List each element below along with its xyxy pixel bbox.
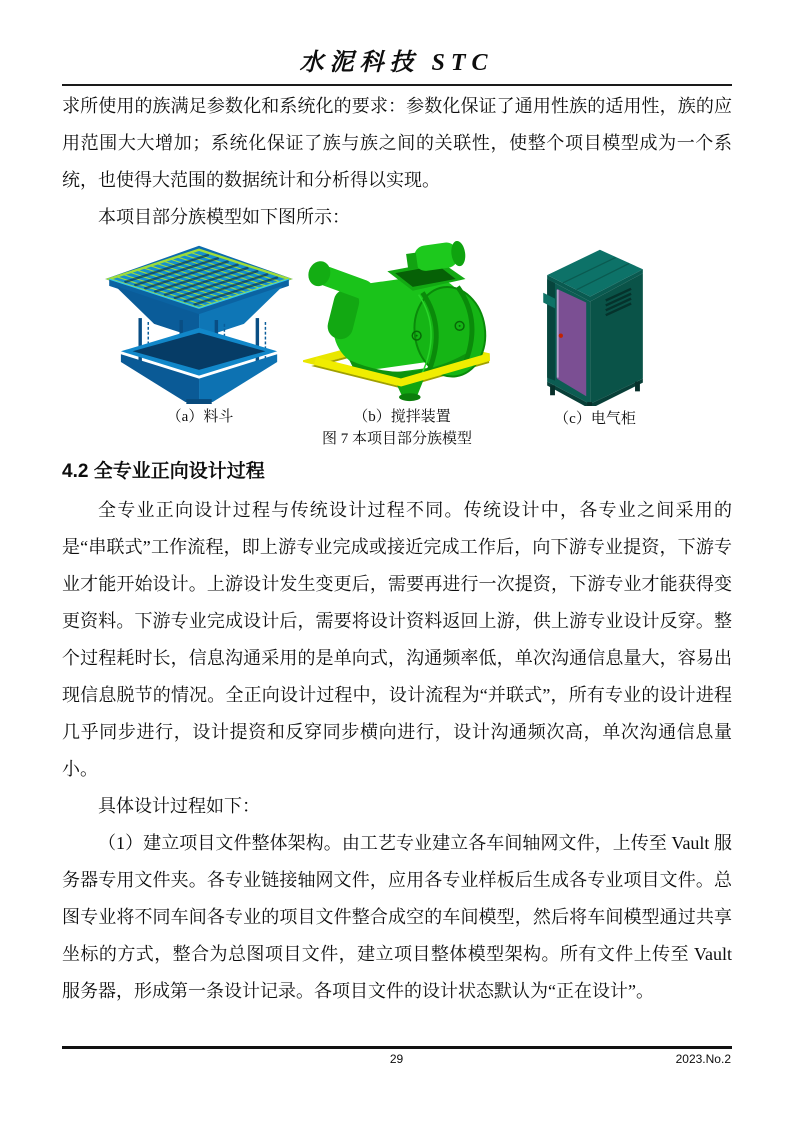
- figure-hopper: [88, 238, 312, 427]
- figure-mixer: [302, 238, 502, 427]
- section-paragraph-3: （1）建立项目文件整体架构。由工艺专业建立各车间轴网文件，上传至 Vault 服务器专用文件夹。各专业链接轴网文件，应用各专业样板后生成各专业项目文件。总图专业将不同车间各专业的项目文件整合成空的车间模型，然后将车间模型通过共享坐标的方式，整合为总图项目文件，建立项目整体模型架构。所有文件上传至 Vault 服务器，形成第一条设计记录。各项目文件的设计状态默认为“正在设计”。: [62, 833, 732, 1001]
- page-content: [62, 88, 732, 1010]
- page-number: 29: [389, 1052, 404, 1066]
- figure-main-caption: 图 7 本项目部分族模型: [321, 431, 472, 447]
- figure-cabinet: [530, 240, 660, 429]
- issue-number: 2023.No.2: [675, 1052, 731, 1066]
- caption-hopper: （a）料斗: [166, 409, 234, 425]
- figure-leadin-paragraph: 本项目部分族模型如下图所示：: [98, 207, 350, 227]
- intro-paragraph: 求所使用的族满足参数化和系统化的要求：参数化保证了通用性族的适用性，族的应用范围大大增加；系统化保证了族与族之间的关联性，使整个项目模型成为一个系统，也使得大范围的数据统计和分析得以实现。: [62, 96, 732, 190]
- section-paragraph-1: 全专业正向设计过程与传统设计过程不同。传统设计中，各专业之间采用的是“串联式”工作流程，即上游专业完成或接近完成工作后，向下游专业提资，下游专业才能开始设计。上游设计发生变更后，需要再进行一次提资，下游专业才能获得变更资料。下游专业完成设计后，需要将设计资料返回上游，供上游专业设计反穿。整个过程耗时长，信息沟通采用的是单向式，沟通频率低，单次沟通信息量大，容易出现信息脱节的情况。全正向设计过程中，设计流程为“并联式”，所有专业的设计进程几乎同步进行，设计提资和反穿同步横向进行，设计沟通频次高，单次沟通信息量小。: [62, 500, 732, 779]
- section-heading: 4.2 全专业正向设计过程: [62, 461, 265, 482]
- caption-mixer: （b）搅拌装置: [353, 409, 451, 425]
- header-rule: [62, 84, 732, 86]
- section-paragraph-2: 具体设计过程如下：: [98, 796, 260, 816]
- caption-cabinet: （c）电气柜: [554, 411, 636, 427]
- hopper-3d-model-image: [89, 238, 311, 404]
- journal-title: 水泥科技 STC: [299, 50, 494, 76]
- mixer-3d-model-image: [303, 238, 501, 404]
- footer-rule: [62, 1046, 732, 1049]
- figure-row: [62, 238, 732, 428]
- cabinet-3d-model-image: [540, 240, 650, 406]
